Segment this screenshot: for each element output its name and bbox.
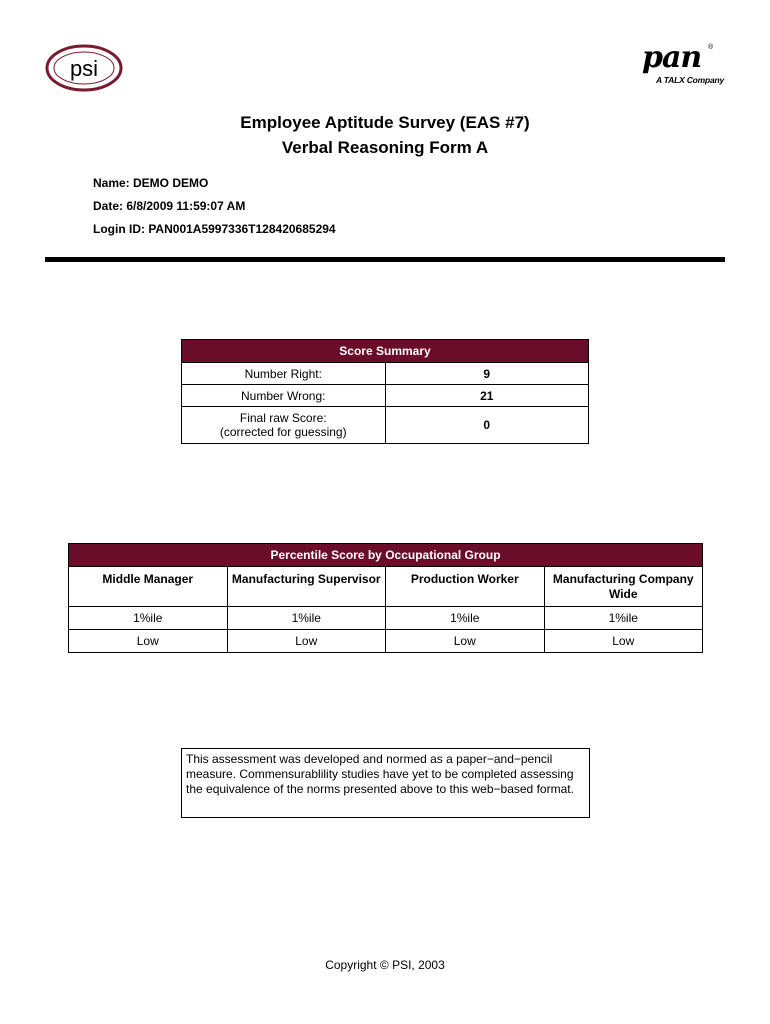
score-label: Number Right: (182, 363, 386, 385)
score-label-line2: (corrected for guessing) (219, 425, 347, 439)
login-id: Login ID: PAN001A5997336T128420685294 (93, 222, 336, 236)
table-cell: 1%ile (544, 607, 703, 630)
candidate-name: Name: DEMO DEMO (93, 176, 209, 190)
score-value: 9 (385, 363, 589, 385)
score-value: 0 (385, 407, 589, 444)
column-header: Middle Manager (69, 567, 228, 607)
table-cell: 1%ile (69, 607, 228, 630)
column-header: Manufacturing Supervisor (227, 567, 386, 607)
table-header-row (69, 567, 703, 607)
page-subtitle: Verbal Reasoning Form A (281, 138, 489, 157)
score-label-line1: Final raw Score: (239, 411, 327, 425)
column-header: Manufacturing Company Wide (544, 567, 703, 607)
table-cell: Low (544, 630, 703, 653)
registered-mark: ® (708, 44, 714, 51)
column-header: Production Worker (386, 567, 545, 607)
table-row (182, 363, 589, 385)
pan-logo-word: pan (642, 40, 702, 75)
pan-logo (638, 40, 728, 92)
table-cell: Low (227, 630, 386, 653)
score-value: 21 (385, 385, 589, 407)
table-row (69, 607, 703, 630)
score-summary-title: Score Summary (182, 340, 589, 363)
disclaimer-notice: This assessment was developed and normed as a paper−and−pencil measure. Commensurablility studies have yet to be completed assessing the equivalence of the norms presented above to this web−based format. (181, 748, 590, 818)
table-cell: 1%ile (386, 607, 545, 630)
table-cell: Low (69, 630, 228, 653)
table-row (182, 407, 589, 444)
copyright: Copyright © PSI, 2003 (325, 958, 445, 972)
score-label: Number Wrong: (182, 385, 386, 407)
percentile-title: Percentile Score by Occupational Group (69, 544, 703, 567)
page-title: Employee Aptitude Survey (EAS #7) (240, 113, 530, 132)
table-row (182, 385, 589, 407)
psi-logo-text: psi (69, 56, 99, 81)
table-cell: Low (386, 630, 545, 653)
divider (45, 257, 725, 262)
score-label (182, 407, 386, 444)
test-date: Date: 6/8/2009 11:59:07 AM (93, 199, 246, 213)
table-cell: 1%ile (227, 607, 386, 630)
table-row (69, 630, 703, 653)
psi-logo (44, 43, 124, 93)
percentile-table (68, 543, 703, 653)
pan-logo-tagline: A TALX Company (656, 75, 725, 85)
score-summary-table (181, 339, 589, 444)
